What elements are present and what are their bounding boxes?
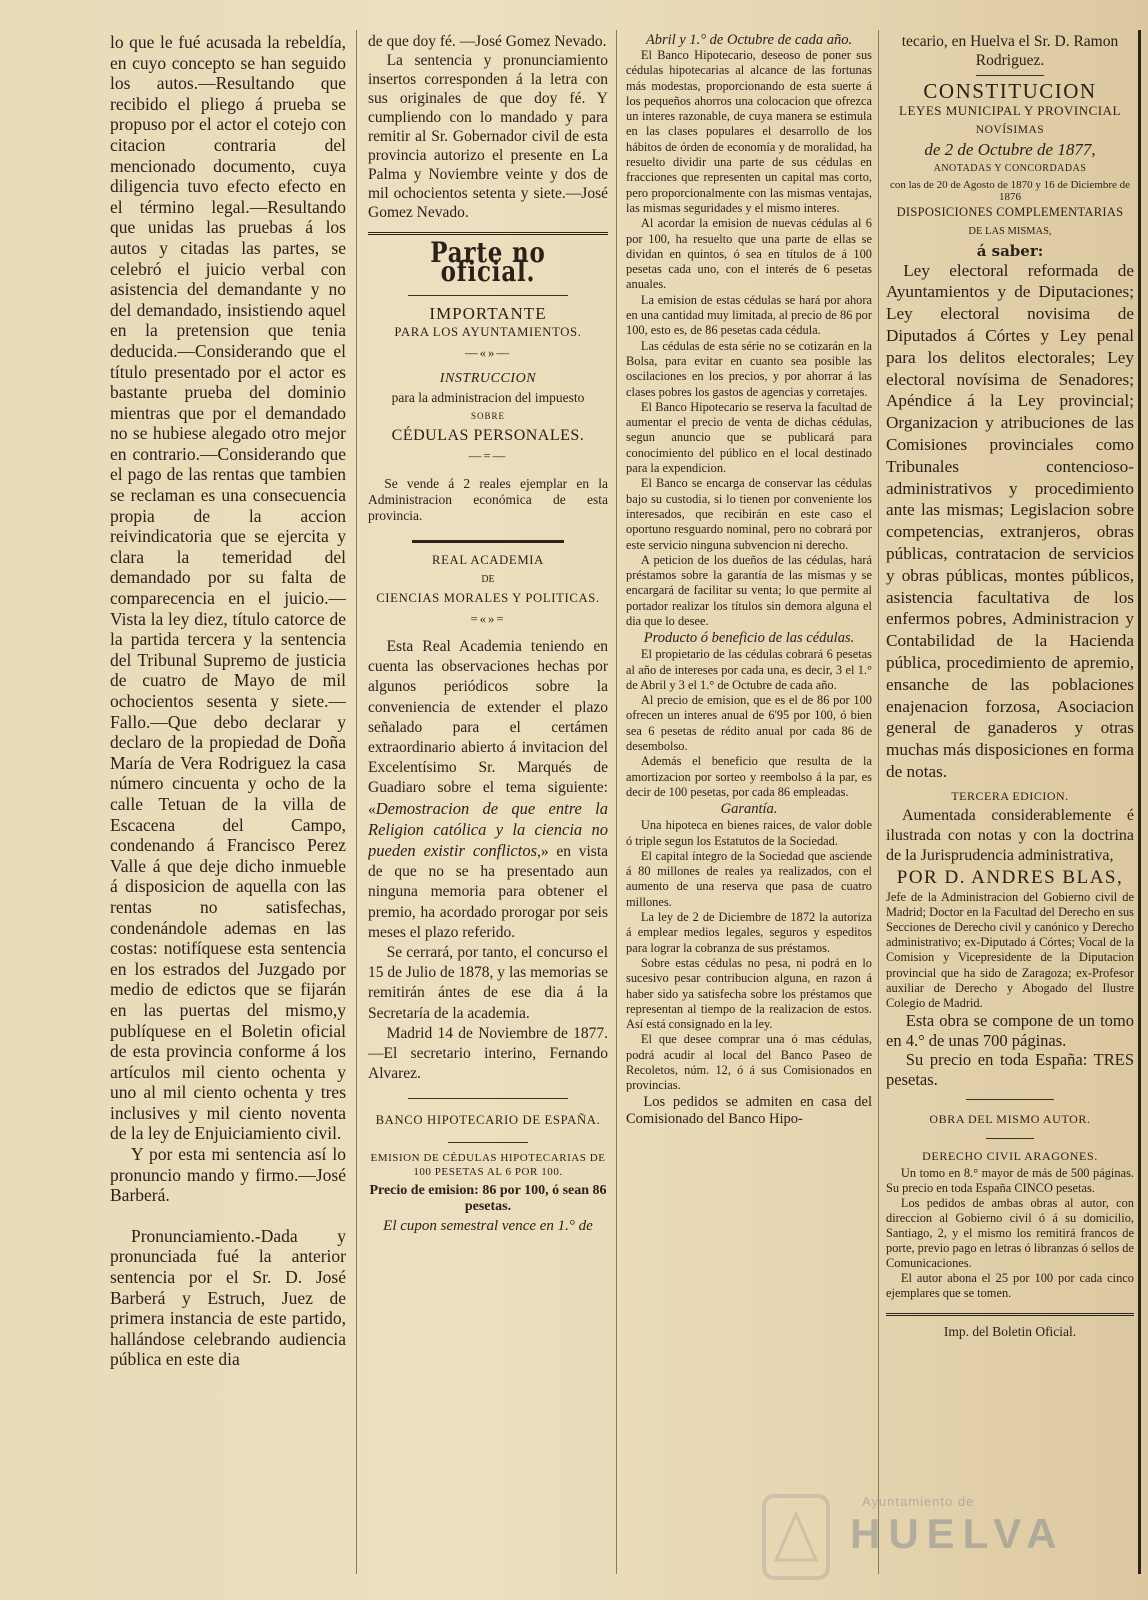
bank-paragraph: Al acordar la emision de nuevas cédulas al 6 por 100, ha resuelto que una parte de ellas se dividan en quintos, ó sea en títulos de á 100 pesetas cada uno, con el interés de 6 pesetas anuales.	[626, 216, 872, 292]
book-volume: Esta obra se compone de un tomo en 4.° de unas 700 páginas.	[886, 1011, 1134, 1050]
column-1	[110, 32, 346, 1370]
ornament: —=—	[468, 449, 508, 463]
book-contents: Ley electoral reformada de Ayuntamientos y de Diputaciones; Ley electoral novisima de Diputados á Córtes y Ley penal para los delitos electorales; Ley electoral novísima de Senadores; Apéndice á la Ley provincial; Organizacion y atribuciones de las Comisiones provinciales como Tribunales contencioso-administrativos y procedimiento ante las mismas; Legislacion sobre competencias, extranjeros, obras públicas, contratacion de servicios y obras públicas, montes públicos, asistencia facultativa de los enfermos pobres, Administracion y Contabilidad de la Hacienda pública, procedimiento de apremio, ensanche de las poblaciones enajenacion forzosa, Asociacion general de ganaderos y otras muchas más disposiciones en forma de notas.	[886, 260, 1134, 781]
divider	[408, 1098, 568, 1099]
coupon-continuation: Abril y 1.° de Octubre de cada año.	[645, 32, 853, 48]
academy-subtitle: CIENCIAS MORALES Y POLITICAS.	[376, 591, 600, 605]
bank-paragraph: El propietario de las cédulas cobrará 6 pesetas al año de intereses por cada una, es decir, 3 el 1.° de Abril y 3 el 1.° de Octubre de cada año.	[626, 647, 872, 692]
divider	[408, 295, 568, 296]
edition: TERCERA EDICION.	[951, 788, 1069, 803]
academy-deadline: Se cerrará, por tanto, el concurso el 15 de Julio de 1878, y las memorias se remitirán ántes de ese dia á la Secretaría de la academia.	[368, 944, 608, 1022]
bank-paragraph: El Banco Hipotecario se reserva la facultad de aumentar el precio de venta de dichas cédulas, segun anuncio que se publicará para conocimiento del público en el local destinado para la expendicion.	[626, 399, 872, 476]
bank-emission: EMISION DE CÉDULAS HIPOTECARIAS DE 100 PESETAS AL 6 POR 100.	[370, 1152, 606, 1179]
watermark-subtitle: Ayuntamiento de	[862, 1494, 975, 1509]
bank-paragraph: El Banco se encarga de conservar las cédulas bajo su custodia, si lo tienen por conveniente los interesados, que recibirán en este caso el oportuno resguardo nominal, pero no cobrará por este servicio ninguna subvencion ni derecho.	[626, 476, 872, 552]
book-subtitle: LEYES MUNICIPAL Y PROVINCIAL	[899, 103, 1121, 119]
bank-price: Precio de emision: 86 por 100, ó sean 86 pesetas.	[369, 1183, 607, 1215]
continuation-text: de que doy fé. —José Gomez Nevado.	[368, 33, 607, 50]
notice-heading: IMPORTANTE	[429, 304, 547, 323]
column-divider	[356, 30, 357, 1574]
book-concordance: con las de 20 de Agosto de 1870 y 16 de Diciembre de 1876	[889, 178, 1131, 203]
book-price: Su precio en toda España: TRES pesetas.	[886, 1050, 1134, 1089]
academy-de: DE	[481, 574, 495, 585]
bank-paragraph: El capital íntegro de la Sociedad que asciende á 80 millones de reales ya realizados, con el aumento de una reserva que pasa de cuatro millones.	[626, 848, 872, 909]
divider	[986, 1138, 1034, 1139]
bank-paragraph: Al precio de emision, que es el de 86 por 100 ofrecen un interes anual de 6'95 por 100, ó bien sea 6 pesetas de rédito anual por cada 86 de desembolso.	[626, 693, 872, 754]
divider	[966, 1099, 1054, 1100]
commissioner-continuation: tecario, en Huelva el Sr. D. Ramon Rodriguez.	[901, 33, 1119, 70]
book-annotated: ANOTADAS Y CONCORDADAS	[933, 163, 1087, 175]
bank-paragraph: Los pedidos se admiten en casa del Comisionado del Banco Hipo-	[626, 1093, 872, 1127]
sale-notice: Se vende á 2 reales ejemplar en la Administracion económica de esta provincia.	[368, 476, 608, 523]
author-credentials: Jefe de la Administracion del Gobierno civil de Madrid; Doctor en la Facultad del Derecho en sus Secciones de Derecho civil y canónico y Derecho administrativo; ex-Diputado á Córtes; Vocal de la Comision y Vicepresidente de la Diputacion provincial que ha sido de Zaragoza; ex-Profesor auxiliar de Derecho y Abogado del Ilustre Colegio de Madrid.	[886, 889, 1134, 1011]
bank-paragraph: El Banco Hipotecario, deseoso de poner sus cédulas hipotecarias al alcance de las fortunas más modestas, proporcionando de esta suerte á los pequeños ahorros una colocacion que ofrezca un interes razonable, de cuya manera se estimula en las clases populares el desarrollo de los hábitos de órden de economía y de moralidad, ha resuelto dividir una parte de sus cédulas en fracciones que representen un capital mas corto, pero proporcionalmente con las mismas ventajas, las mismas seguridades y el mismo interes.	[626, 48, 872, 215]
divider	[976, 75, 1044, 76]
instruction-subtitle: para la administracion del impuesto	[391, 390, 585, 405]
academy-signature: Madrid 14 de Noviembre de 1877.—El secretario interino, Fernando Alvarez.	[368, 1024, 608, 1083]
column-4	[886, 32, 1134, 1341]
notice-subheading: PARA LOS AYUNTAMIENTOS.	[394, 325, 582, 339]
watermark-text: HUELVA	[850, 1510, 1065, 1557]
bank-coupon: El cupon semestral vence en 1.° de	[383, 1218, 593, 1235]
column-divider	[616, 30, 617, 1574]
column-divider	[878, 30, 879, 1574]
ornament: —«»—	[464, 346, 512, 360]
subheading-garantia: Garantía.	[720, 801, 778, 818]
book-saber: á saber:	[976, 241, 1044, 260]
discount-notice: El autor abona el 25 por 100 por cada cinco ejemplares que se tomen.	[886, 1271, 1134, 1301]
divider	[448, 1142, 528, 1143]
bank-paragraph: La ley de 2 de Diciembre de 1872 la autoriza á emplear medios legales, seguros y espeditos para lograr la cobranza de sus préstamos.	[626, 910, 872, 955]
book-title: CONSTITUCION	[923, 78, 1097, 103]
section-rule	[368, 232, 608, 235]
subheading-producto: Producto ó beneficio de las cédulas.	[643, 630, 855, 647]
printer-imprint: Imp. del Boletin Oficial.	[943, 1324, 1077, 1340]
sentence-signature: Y por esta mi sentencia así lo pronuncio mando y firmo.—José Barberá.	[110, 1144, 346, 1206]
author-line: POR D. ANDRES BLAS,	[896, 867, 1124, 889]
pronunciamiento: Pronunciamiento.-Dada y pronunciada fué la anterior sentencia por el Sr. D. José Barberá y Estruch, Juez de primera instancia de este partido, hallándose celebrando audiencia pública en este dia	[110, 1225, 346, 1370]
book-novisimas: NOVÍSIMAS	[975, 123, 1045, 136]
book-date: de 2 de Octubre de 1877,	[924, 140, 1096, 160]
ornament: =«»=	[470, 612, 506, 626]
edition-description: Aumentada considerablemente é ilustrada con notas y con la doctrina de la Jurisprudencia administrativa,	[886, 807, 1134, 865]
instruction-sobre: SOBRE	[470, 411, 505, 421]
sentence-text: lo que le fué acusada la rebeldía, en cuyo concepto se han seguido los autos.—Resultando que recibido el pliego á prueba se propuso por el actor el cotejo con citacion contraria del mencionado documento, cuya diligencia tuvo efecto efecto en el término legal.—Resultando que unidas las pruebas á los autos y citadas las partes, se celebró el juicio verbal con asistencia del demandante y no del demandado, insistiendo aquel en la pretension que tenia deducida.—Considerando que el título presentado por el actor es bastante prueba del dominio mientras que por el demandado no se hubiese alegado otro mejor en contrario.—Considerando que el pago de las rentas que tambien se reclaman es una consecuencia propia de la accion reivindicatoria que se ejercita y clara la temeridad del demandado por su falta de comparecencia en el juicio.—Vista la ley diez, título catorce de la partida tercera y la sentencia del Tribunal Supremo de justicia de cuatro de Mayo de mil ochocientos sesenta y siete.—Fallo.—Que debo declarar y declaro de la propiedad de Doña María de Vera Rodriguez la casa número cincuenta y ocho de la calle Tetuan de la villa de Escacena del Campo, condenando á Francisco Perez Valle á que deje dicho inmueble á disposicion de aquella con las rentas no satisfechas, condenándole ademas en las costas: notifíquese esta sentencia en los estrados del Juzgado por medio de edictos que se fijarán en las puertas del mismo,y publíquese en el Boletin oficial de esta provincia conforme á los artículos mil ciento ochenta y uno al mil ciento ochenta y tres inclusives y mil ciento noventa de la ley de Enjuiciamiento civil.	[110, 32, 346, 1144]
bank-paragraph: A peticion de los dueños de las cédulas, hará préstamos sobre la garantía de las mismas y se encargará de facilitar su venta; lo que permite al portador realizar los títulos sin demora alguna el dia que lo desee.	[626, 552, 872, 628]
column-2	[368, 32, 608, 1236]
other-work-details: Un tomo en 8.° mayor de más de 500 páginas. Su precio en toda España CINCO pesetas.	[886, 1166, 1134, 1196]
book-delas: DE LAS MISMAS,	[968, 226, 1052, 238]
divider	[412, 540, 564, 543]
instruction-title: INSTRUCCION	[439, 371, 537, 386]
section-heading: Parte no oficial.	[430, 236, 546, 288]
orders-notice: Los pedidos de ambas obras al autor, con direccion al Gobierno civil ó á su domicilio, Santiago, 2, y el mismo los remitirá francos de porte, previo pago en letras ó libranzas ó sellos de Comunicaciones.	[886, 1196, 1134, 1271]
page-edge-rule	[1138, 30, 1141, 1574]
bank-title: BANCO HIPOTECARIO DE ESPAÑA.	[375, 1113, 601, 1128]
bank-paragraph: El que desee comprar una ó mas cédulas, podrá acudir al local del Banco Paseo de Recoletos, núm. 12, ó á sus Comisionados en provincias.	[626, 1032, 872, 1093]
bank-paragraph: Sobre estas cédulas no pesa, ni podrá en lo sucesivo pesar contribucion alguna, en razon á haber sido ya satisfecha sobre los préstamos que representan al tiempo de la realizacion de estos. Así está consignado en la ley.	[626, 955, 872, 1032]
section-rule	[886, 1313, 1134, 1316]
column-3	[626, 32, 872, 1128]
bank-paragraph: Además el beneficio que resulta de la amortizacion por sorteo y reembolso á la par, es decir de 100 pesetas, por cada 86 empleadas.	[626, 754, 872, 799]
academy-title: REAL ACADEMIA	[432, 553, 544, 567]
other-work-heading: OBRA DEL MISMO AUTOR.	[929, 1112, 1091, 1127]
bank-paragraph: La emision de estas cédulas se hará por ahora en una cantidad muy limitada, al precio de 86 por 100, esto es, de 86 pesetas cada cédula.	[626, 292, 872, 338]
certification-text: La sentencia y pronunciamiento insertos corresponden á la letra con sus originales de que doy fé. Y cumpliendo con lo mandado y para remitir al Sr. Gobernador civil de esta provincia autorizo el presente en La Palma y Noviembre veinte y dos de mil ochocientos setenta y siete.—José Gomez Nevado.	[368, 52, 608, 221]
instruction-topic: CÉDULAS PERSONALES.	[391, 427, 585, 444]
book-dispositions: DISPOSICIONES COMPLEMENTARIAS	[896, 204, 1124, 219]
bank-paragraph: Una hipoteca en bienes raices, de valor doble ó triple segun los Estatutos de la Sociedad.	[626, 818, 872, 848]
academy-notice: Esta Real Academia teniendo en cuenta las observaciones hechas por algunos periódicos sobre la conveniencia de extender el plazo señalado para el certámen extraordinario abierto á invitacion del Excelentísimo Sr. Marqués de Guadiaro sobre el tema siguiente: «Demostracion de que entre la Religion católica y la ciencia no pueden existir conflictos,» en vista de que no se ha presentado aun ninguna memoria para obtener el premio, ha acordado prorogar por seis meses el plazo referido.	[368, 638, 608, 941]
other-work-title: DERECHO CIVIL ARAGONES.	[922, 1148, 1098, 1163]
bank-paragraph: Las cédulas de esta série no se cotizarán en la Bolsa, para evitar en cuanto sea posible las oscilaciones en los precios, y por ahorrar á las clases pobres los gastos de agencias y corretajes.	[626, 338, 872, 399]
